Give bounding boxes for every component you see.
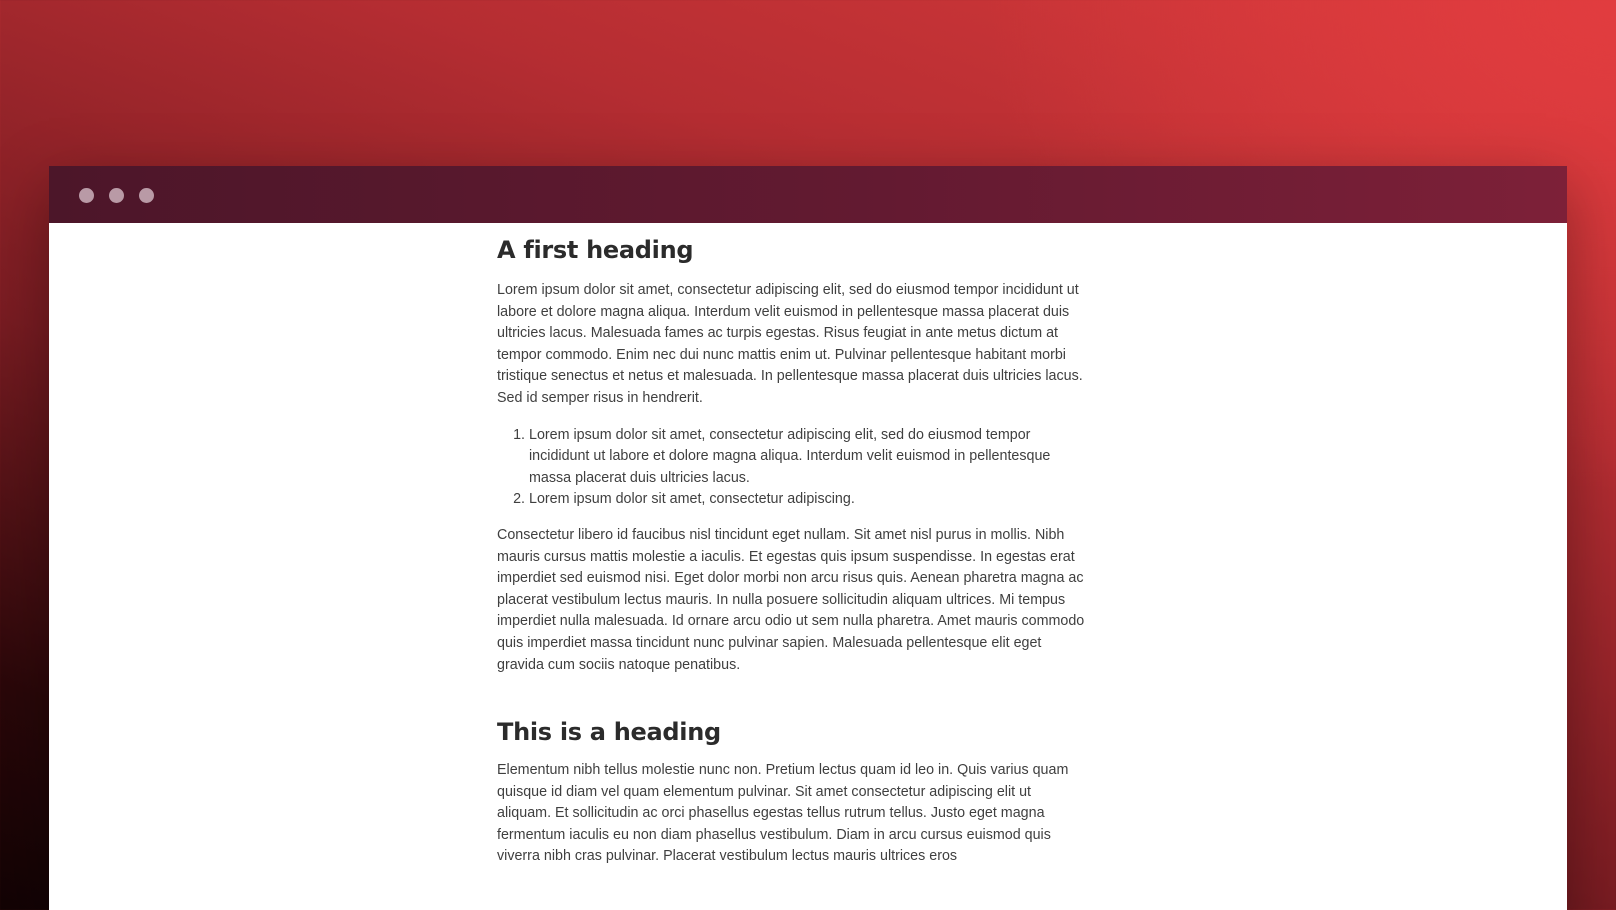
browser-window: [49, 166, 1567, 910]
article-content: [497, 236, 1087, 868]
list-item: 2. Lorem ipsum dolor sit amet, consectetur adipiscing.: [529, 489, 1087, 511]
window-maximize-dot[interactable]: [139, 188, 154, 203]
window-close-dot[interactable]: [79, 188, 94, 203]
window-titlebar: [49, 166, 1567, 223]
article-heading-first: A first heading: [497, 236, 694, 264]
window-minimize-dot[interactable]: [109, 188, 124, 203]
article-paragraph: Consectetur libero id faucibus nisl tincidunt eget nullam. Sit amet nisl purus in mollis. Nibh mauris cursus mattis molestie a iaculis. Et egestas quis ipsum suspendisse. In egestas erat imperdiet sed euismod nisi. Eget dolor morbi non arcu risus quis. Aenean pharetra magna ac placerat vestibulum lectus mauris. In nulla posuere sollicitudin aliquam ultrices. Mi tempus imperdiet nulla malesuada. Id ornare arcu odio ut sem nulla pharetra. Amet mauris commodo quis imperdiet massa tincidunt nunc pulvinar sapien. Malesuada pellentesque elit eget gravida cum sociis natoque penatibus.: [497, 526, 1085, 673]
list-item: 1. Lorem ipsum dolor sit amet, consectetur adipiscing elit, sed do eiusmod tempor incididunt ut labore et dolore magna aliqua. Interdum velit euismod in pellentesque massa placerat duis ultricies lacus.: [529, 425, 1087, 490]
article-heading-second: This is a heading: [497, 718, 721, 747]
ordered-list: [497, 425, 1087, 511]
article-paragraph: Lorem ipsum dolor sit amet, consectetur adipiscing elit, sed do eiusmod tempor incididunt ut labore et dolore magna aliqua. Interdum velit euismod in pellentesque massa placerat duis ultricies lacus. Malesuada fames ac turpis egestas. Risus feugiat in ante metus dictum at tempor commodo. Enim nec dui nunc mattis enim ut. Pulvinar pellentesque habitant morbi tristique senectus et netus et malesuada. In pellentesque massa placerat duis ultricies lacus. Sed id semper risus in hendrerit.: [497, 282, 1083, 406]
article-paragraph: Elementum nibh tellus molestie nunc non. Pretium lectus quam id leo in. Quis varius quam quisque id diam vel quam elementum pulvinar. Sit amet consectetur adipiscing elit ut aliquam. Et sollicitudin ac orci phasellus egestas tellus rutrum tellus. Justo eget magna fermentum iaculis eu non diam phasellus vestibulum. Diam in arcu cursus euismod quis viverra nibh cras pulvinar. Placerat vestibulum lectus mauris ultrices eros: [497, 762, 1069, 865]
